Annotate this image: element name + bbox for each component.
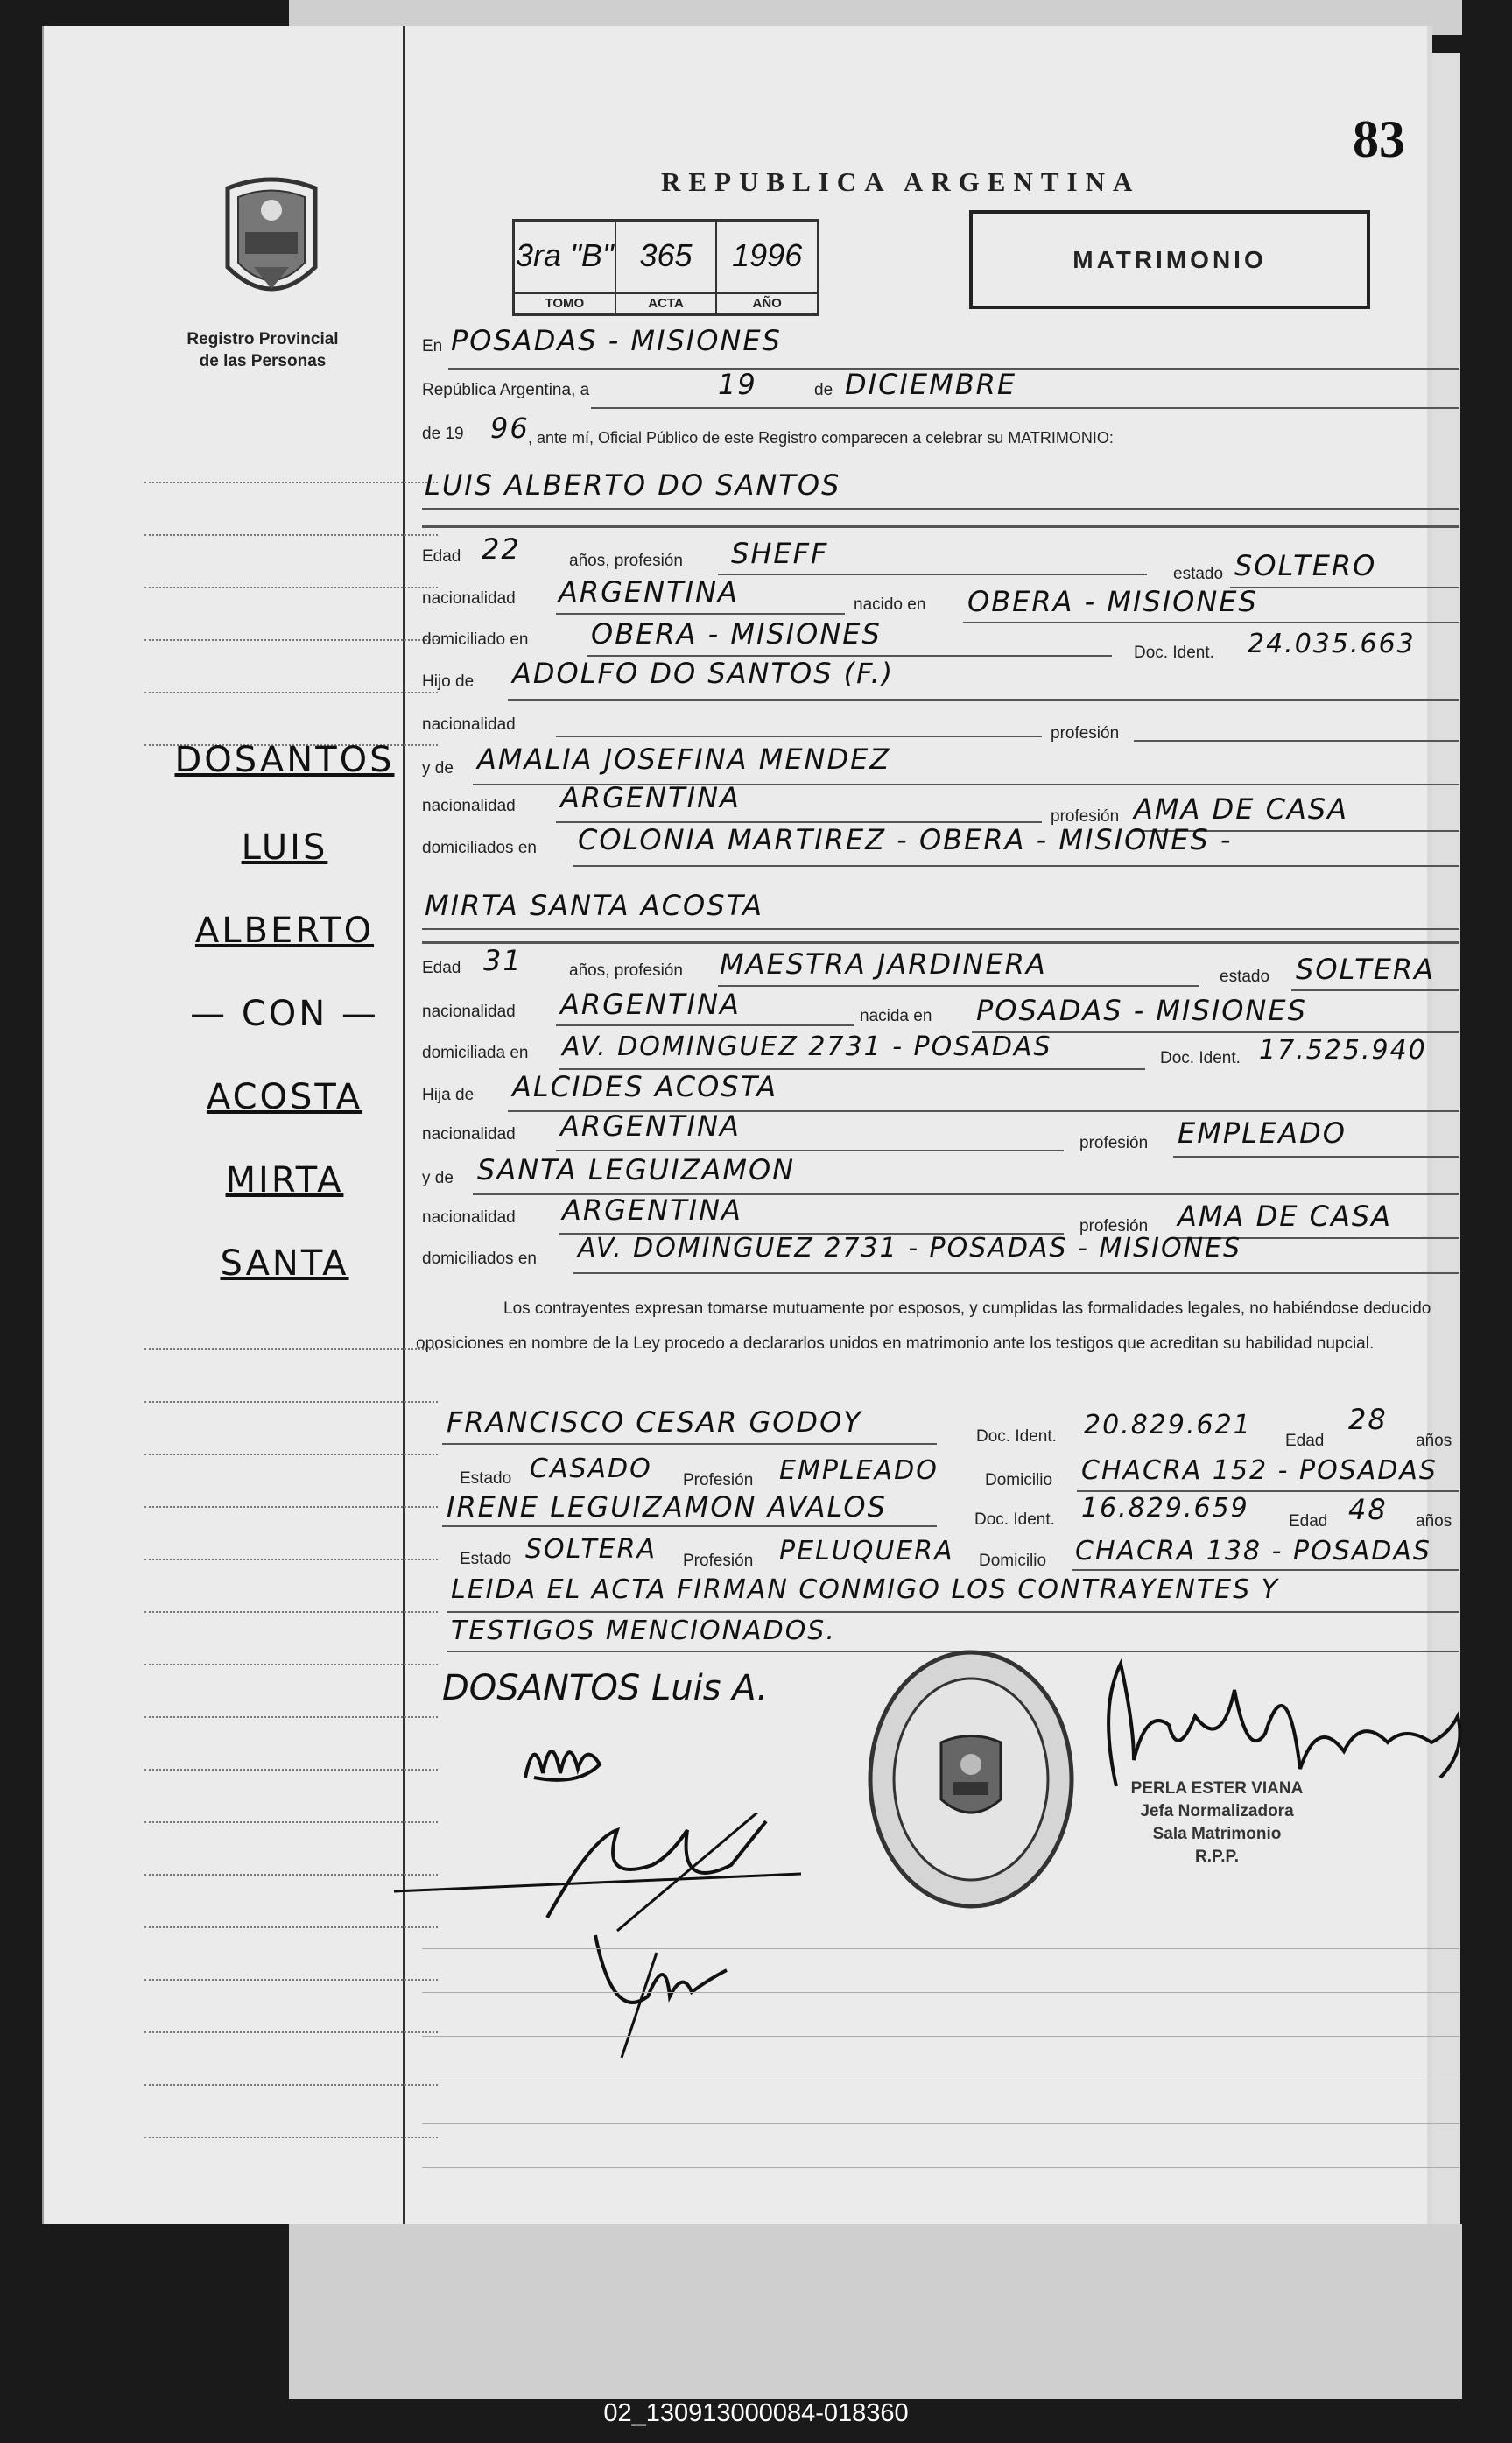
witness1-profession: EMPLEADO <box>779 1455 939 1486</box>
official-title: Jefa Normalizadora <box>1140 1802 1294 1820</box>
blank-rule <box>422 1992 1459 1993</box>
bride-parents-address: AV. DOMINGUEZ 2731 - POSADAS - MISIONES <box>578 1233 1242 1264</box>
label: domiciliados en <box>422 839 537 857</box>
bride-age: 31 <box>483 944 523 977</box>
fill-line <box>573 865 1459 867</box>
groom-nationality: ARGENTINA <box>559 575 739 609</box>
bride-mother-profession: AMA DE CASA <box>1178 1200 1393 1233</box>
witness2-profession: PELUQUERA <box>779 1536 954 1566</box>
label: Doc. Ident. <box>1160 1049 1241 1067</box>
declaration-text: Los contrayentes expresan tomarse mutuamente por esposos, y cumplidas las formalidades legales, no habiéndose deducido oposiciones en nombre de la Ley procedo a declararlos unidos en matrimonio ante los testigos que acreditan su habilidad nupcial. <box>416 1299 1431 1353</box>
section-divider <box>422 525 1459 528</box>
closing-line-1: LEIDA EL ACTA FIRMAN CONMIGO LOS CONTRAYENTES Y <box>451 1574 1280 1605</box>
official-org: R.P.P. <box>1194 1848 1239 1866</box>
label: domiciliados en <box>422 1250 537 1268</box>
day-value: 19 <box>718 368 757 401</box>
fill-line <box>442 1443 937 1445</box>
registry-name: Registro Provincial de las Personas <box>186 330 339 370</box>
bride-address: AV. DOMINGUEZ 2731 - POSADAS <box>562 1031 1052 1062</box>
fill-line <box>556 736 1042 737</box>
fill-line <box>573 1272 1459 1274</box>
label: años <box>1416 1432 1452 1450</box>
witness1-status: CASADO <box>530 1454 652 1484</box>
groom-address: OBERA - MISIONES <box>591 617 882 651</box>
bride-mother: SANTA LEGUIZAMON <box>477 1153 796 1186</box>
label: nacionalidad <box>422 1208 516 1227</box>
record-type-box: MATRIMONIO <box>969 210 1370 309</box>
place-value: POSADAS - MISIONES <box>451 324 782 357</box>
fill-line <box>422 928 1459 930</box>
official-name: PERLA ESTER VIANA <box>1130 1779 1304 1798</box>
label: años, profesión <box>569 961 683 980</box>
fill-line <box>1173 1156 1459 1158</box>
label: nacionalidad <box>422 1003 516 1021</box>
label: profesión <box>1051 807 1120 826</box>
witness1-signature <box>390 1813 801 1935</box>
label: Estado <box>460 1550 512 1568</box>
anio-cell <box>717 222 817 313</box>
fill-line <box>1291 989 1459 991</box>
anio-value: 1996 <box>732 237 803 273</box>
tomo-acta-anio-box <box>512 219 819 316</box>
official-office: Sala Matrimonio <box>1152 1825 1282 1843</box>
country-title: REPUBLICA ARGENTINA <box>661 166 1141 197</box>
official-block <box>1090 1778 1344 1869</box>
groom-mother-profession: AMA DE CASA <box>1134 792 1349 826</box>
groom-name: LUIS ALBERTO DO SANTOS <box>425 468 841 502</box>
label: Edad <box>422 959 461 977</box>
footer-code: 02_130913000084-018360 <box>603 2399 909 2427</box>
fill-line <box>556 613 845 615</box>
label: profesión <box>1051 724 1120 743</box>
fill-line <box>442 1525 937 1527</box>
fill-line <box>1072 1569 1459 1571</box>
fill-line <box>447 1611 1459 1613</box>
acta-value: 365 <box>639 237 693 273</box>
fill-line <box>718 574 1147 575</box>
label: Estado <box>460 1469 512 1488</box>
fill-line <box>963 622 1459 623</box>
register-page <box>42 26 1452 2224</box>
label: Hija de <box>422 1086 475 1104</box>
label: Doc. Ident. <box>1134 644 1214 662</box>
witness1-name: FRANCISCO CESAR GODOY <box>447 1405 862 1439</box>
margin-surname: DOSANTOS <box>174 740 395 780</box>
label: estado <box>1173 565 1224 583</box>
label: Edad <box>1289 1512 1328 1531</box>
label: Domicilio <box>979 1552 1047 1570</box>
month-value: DICIEMBRE <box>845 368 1017 401</box>
bride-mother-nationality: ARGENTINA <box>562 1193 742 1227</box>
republica-label: República Argentina, a <box>422 381 590 399</box>
groom-age: 22 <box>482 532 521 566</box>
margin-name: LUIS <box>241 827 328 868</box>
groom-birthplace: OBERA - MISIONES <box>967 585 1258 618</box>
bride-nationality: ARGENTINA <box>560 988 741 1021</box>
bride-name: MIRTA SANTA ACOSTA <box>425 889 763 922</box>
closing-line-2: TESTIGOS MENCIONADOS. <box>451 1616 836 1646</box>
label: domiciliada en <box>422 1044 529 1062</box>
bride-doc: 17.525.940 <box>1259 1035 1427 1066</box>
blank-rule <box>422 2167 1459 2168</box>
witness2-address: CHACRA 138 - POSADAS <box>1075 1536 1431 1566</box>
label: Domicilio <box>985 1471 1053 1489</box>
label: y de <box>422 1169 454 1187</box>
label: nacionalidad <box>422 1125 516 1144</box>
groom-profession: SHEFF <box>731 537 829 570</box>
fill-line <box>591 407 1459 409</box>
witness1-doc: 20.829.621 <box>1084 1410 1252 1440</box>
fill-line <box>508 699 1459 701</box>
blank-rule <box>422 2123 1459 2124</box>
bride-father-nationality: ARGENTINA <box>560 1109 741 1143</box>
label: Profesión <box>683 1552 754 1570</box>
fill-line <box>718 985 1199 987</box>
anio-label: AÑO <box>717 292 817 313</box>
groom-parents-address: COLONIA MARTIREZ - OBERA - MISIONES - <box>578 823 1233 856</box>
margin-name: MIRTA <box>225 1160 344 1200</box>
blank-rule <box>422 1948 1459 1949</box>
label: profesión <box>1079 1134 1149 1152</box>
bride-signature <box>517 1725 613 1795</box>
fill-line <box>1134 740 1459 742</box>
groom-father: ADOLFO DO SANTOS (F.) <box>512 657 895 690</box>
label: años, profesión <box>569 552 683 570</box>
tomo-cell <box>515 222 616 313</box>
fill-line <box>556 1024 854 1026</box>
label: nacido en <box>854 595 926 614</box>
label: Doc. Ident. <box>976 1427 1057 1446</box>
year-suffix: 96 <box>490 412 530 445</box>
label: Hijo de <box>422 672 475 691</box>
fill-line <box>422 508 1459 510</box>
label: nacionalidad <box>422 797 516 815</box>
fill-line <box>556 1150 1064 1151</box>
label: Edad <box>422 547 461 566</box>
fill-line <box>1077 1490 1459 1492</box>
witness2-status: SOLTERA <box>525 1534 657 1565</box>
groom-status: SOLTERO <box>1234 549 1377 582</box>
bride-father: ALCIDES ACOSTA <box>512 1070 778 1103</box>
blank-rule <box>422 2036 1459 2037</box>
label: domiciliado en <box>422 630 529 649</box>
groom-signature: DOSANTOS Luis A. <box>442 1668 769 1708</box>
witness1-age: 28 <box>1348 1403 1388 1436</box>
acta-label: ACTA <box>616 292 716 313</box>
bride-father-profession: EMPLEADO <box>1178 1116 1347 1150</box>
label: profesión <box>1079 1217 1149 1236</box>
section-divider <box>422 941 1459 944</box>
margin-name: ALBERTO <box>194 911 375 951</box>
bride-profession: MAESTRA JARDINERA <box>720 947 1047 981</box>
label: Doc. Ident. <box>974 1510 1055 1529</box>
en-label: En <box>422 337 443 356</box>
label: nacionalidad <box>422 589 516 608</box>
groom-doc: 24.035.663 <box>1248 629 1416 659</box>
label: Edad <box>1285 1432 1325 1450</box>
label: y de <box>422 759 454 778</box>
label: estado <box>1220 968 1270 986</box>
registry-seal-icon <box>864 1646 1079 1913</box>
label: nacida en <box>860 1007 932 1025</box>
year-prefix: de 19 <box>422 425 464 443</box>
witness2-name: IRENE LEGUIZAMON AVALOS <box>447 1490 887 1524</box>
bride-birthplace: POSADAS - MISIONES <box>976 994 1307 1027</box>
witness2-age: 48 <box>1348 1493 1388 1526</box>
acta-cell <box>616 222 718 313</box>
record-body <box>44 26 1452 2224</box>
witness1-address: CHACRA 152 - POSADAS <box>1081 1455 1438 1486</box>
page-number: 83 <box>1353 110 1405 168</box>
groom-mother-nationality: ARGENTINA <box>560 781 741 814</box>
under-sheet <box>289 2224 1462 2399</box>
label: nacionalidad <box>422 715 516 734</box>
intro-statement: , ante mí, Oficial Público de este Registro comparecen a celebrar su MATRIMONIO: <box>528 429 1114 447</box>
margin-connector: — CON — <box>190 994 379 1034</box>
margin-surname: ACOSTA <box>206 1077 363 1117</box>
label: Profesión <box>683 1471 754 1489</box>
groom-mother: AMALIA JOSEFINA MENDEZ <box>477 743 891 776</box>
tomo-label: TOMO <box>515 292 615 313</box>
de-label: de <box>814 381 833 399</box>
bride-status: SOLTERA <box>1296 953 1436 986</box>
fill-line <box>1230 587 1459 588</box>
page-edge <box>1425 53 1460 2224</box>
label: años <box>1416 1512 1452 1531</box>
margin-name: SANTA <box>220 1243 349 1284</box>
official-signature <box>1081 1655 1466 1795</box>
witness2-doc: 16.829.659 <box>1081 1493 1249 1524</box>
tomo-value: 3ra "B" <box>516 237 614 273</box>
